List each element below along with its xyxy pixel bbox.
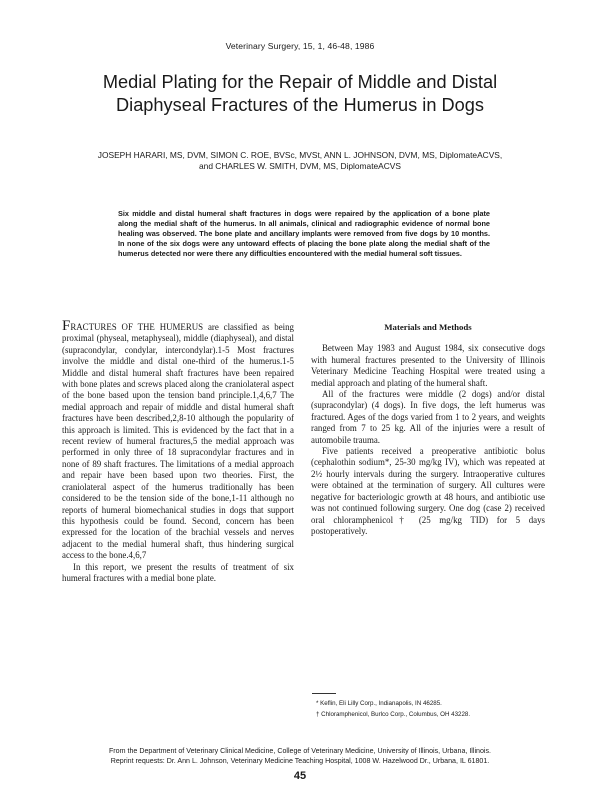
- footnote-2: † Chloramphenicol, Burlco Corp., Columbus, OH 43228.: [316, 711, 471, 718]
- methods-paragraph-3: Five patients received a preoperative antibiotic bolus (cephalothin sodium*, 25-30 mg/kg IV), which was repeated at 2½ hourly intervals during the surgery. Intraoperative cultures were obtained at the termination of surgery. All cultures were negative for bacteriologic growth at 48 hours, and antibiotic use was not continued following surgery. One dog (case 2) received oral chloramphenicol† (25 mg/kg TID) for 5 days postoperatively.: [311, 446, 545, 536]
- affiliation-line: From the Department of Veterinary Clinical Medicine, College of Veterinary Medicine, University of Illinois, Urbana, Illinois.: [108, 747, 492, 755]
- affiliation-block: [0, 746, 600, 766]
- intro-paragraph-2: In this report, we present the results of treatment of six humeral fractures with a medial bone plate.: [62, 561, 294, 583]
- footnote-1: * Keflin, Eli Lilly Corp., Indianapolis, IN 46285.: [316, 700, 442, 707]
- page-number: 45: [293, 770, 307, 782]
- article-title-line-1: Medial Plating for the Repair of Middle and Distal: [102, 72, 498, 92]
- author-list: [0, 150, 600, 172]
- article-title-line-2: Diaphyseal Fractures of the Humerus in Dogs: [116, 95, 484, 115]
- left-column: [62, 318, 294, 584]
- right-column: [311, 322, 545, 537]
- abstract: Six middle and distal humeral shaft fractures in dogs were repaired by the application of a bone plate along the medial shaft of the humerus. In all animals, clinical and radiographic evidence of normal bone healing was observed. The bone plate and ancillary implants were removed from five dogs by 10 months. In none of the six dogs were any untoward effects of placing the bone plate along the medial shaft of the humerus detected nor were there any difficulties encountered with the medial humeral soft tissues.: [118, 209, 490, 258]
- author-line-2: and CHARLES W. SMITH, DVM, MS, DiplomateACVS: [199, 161, 401, 171]
- methods-paragraph-2: All of the fractures were middle (2 dogs) and/or distal (supracondylar) (4 dogs). In five dogs, the left humerus was fractured. Ages of the dogs varied from 1 to 2 years, and weights ranged from 7 to 25 kg. All of the injuries were a result of automobile trauma.: [311, 389, 545, 445]
- footnote-divider: [312, 693, 336, 694]
- intro-paragraph-1: FRACTURES OF THE HUMERUS are classified as being proximal (physeal, metaphyseal), middle (diaphyseal), and distal (supracondylar, condylar, intercondylar).1-5 Most fractures involve the middle and distal one-third of the humerus.1-5 Middle and distal humeral shaft fractures have been repaired with bone plates and screws placed along the craniolateral aspect of the bone based upon the tension band principle.1,4,6,7 The medial approach and repair of middle and distal humeral shaft fractures have been described,2,8-10 although the popularity of this approach is limited. This is evidenced by the fact that in a recent review of humeral fractures,5 the medial approach was performed in only three of 18 supracondylar fractures and in none of 89 shaft fractures. The limitations of a medial approach and repair have been based upon two theories. First, the craniolateral aspect of the humerus traditionally has been considered to be the tension side of the bone,1-11 although no reports of humeral biomechanical studies in dogs that support this hypothesis could be found. Second, concern has been expressed for the location of the brachial vessels and nerves adjacent to the medial humeral shaft, thus hindering surgical access to the bone.4,6,7: [62, 318, 294, 561]
- footnotes: [316, 698, 548, 720]
- journal-citation: Veterinary Surgery, 15, 1, 46-48, 1986: [225, 41, 375, 51]
- methods-paragraph-1: Between May 1983 and August 1984, six consecutive dogs with humeral fractures presented to the University of Illinois Veterinary Medicine Teaching Hospital were treated using a medial approach and plating of the humeral shaft.: [311, 343, 545, 388]
- article-title: [0, 71, 600, 117]
- reprint-requests-line: Reprint requests: Dr. Ann L. Johnson, Veterinary Medicine Teaching Hospital, 1008 W. Hazelwood Dr., Urbana, IL 61801.: [110, 757, 490, 765]
- section-heading-materials-methods: Materials and Methods: [384, 322, 472, 332]
- author-line-1: JOSEPH HARARI, MS, DVM, SIMON C. ROE, BVSc, MVSt, ANN L. JOHNSON, DVM, MS, DiplomateACVS,: [97, 150, 503, 160]
